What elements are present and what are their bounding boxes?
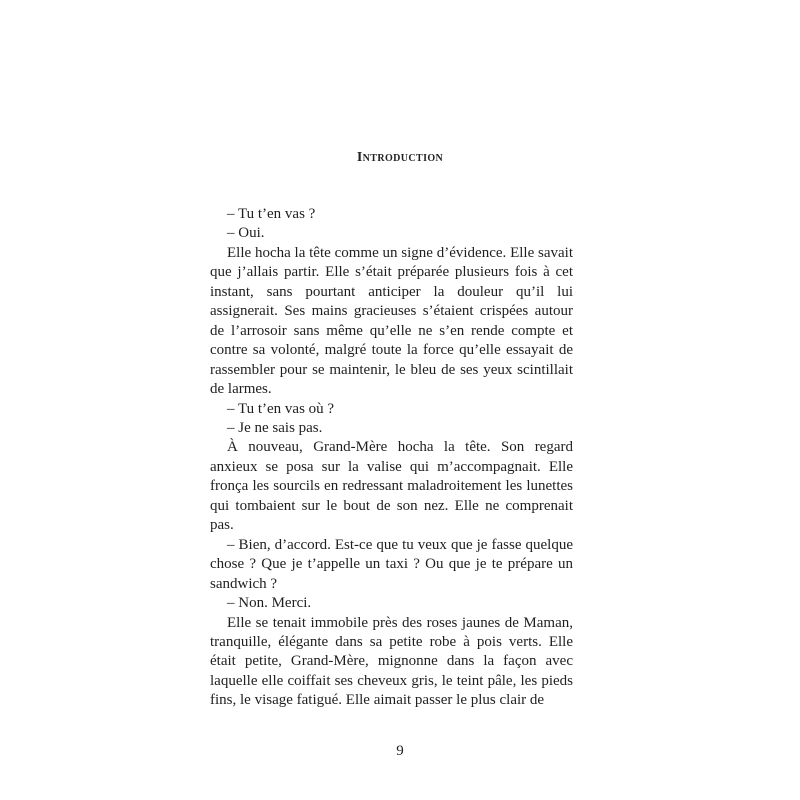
paragraph: Elle hocha la tête comme un signe d’évidence. Elle savait que j’allais partir. Elle s’était préparée plusieurs fois à cet instant, sans pourtant anticiper la douleur qu’il lui assignerait. Ses mains gracieuses s’étaient crispées autour de l’arrosoir sans même qu’elle ne s’en rende compte et contre sa volonté, malgré toute la force qu’elle essayait de rassembler pour se maintenir, le bleu de ses yeux scintillait de larmes. — [210, 244, 573, 398]
body-text — [210, 205, 573, 711]
paragraph: À nouveau, Grand-Mère hocha la tête. Son regard anxieux se posa sur la valise qui m’accompagnait. Elle fronça les sourcils en redressant maladroitement les lunettes qui tombaient sur le bout de son nez. Elle ne comprenait pas. — [210, 439, 573, 534]
paragraph: – Bien, d’accord. Est-ce que tu veux que je fasse quelque chose ? Que je t’appelle un taxi ? Ou que je te prépare un sandwich ? — [210, 536, 573, 592]
paragraph: – Tu t’en vas ? — [227, 206, 316, 222]
paragraph: – Je ne sais pas. — [227, 419, 323, 436]
paragraph: – Non. Merci. — [227, 595, 312, 612]
paragraph: – Tu t’en vas où ? — [227, 400, 335, 417]
page-number: 9 — [396, 743, 404, 759]
paragraph: Elle se tenait immobile près des roses jaunes de Maman, tranquille, élégante dans sa petite robe à pois verts. Elle était petite, Grand-Mère, mignonne dans la façon avec laquelle elle coiffait ses cheveux gris, le teint pâle, les pieds fins, le visage fatigué. Elle aimait passer le plus clair de — [210, 614, 573, 709]
chapter-title: Introduction — [356, 150, 444, 165]
paragraph: – Oui. — [227, 225, 265, 242]
